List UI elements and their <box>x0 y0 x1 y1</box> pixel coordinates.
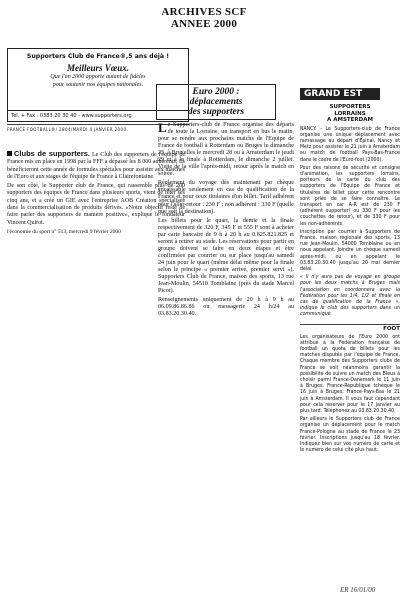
middle-p3: Les billets pour le quart, la demie et la finale respectivement de 320 F, 345 F et 555 F sont à acheter par carte bancaire de 9 h à 20 h au 0.825.821.825 et seront à retirer au stade. Les réservations pour partir en groupe doivent se faire en deux étapes et être confirmées par courrier ou sur place jusqu'au samedi 24 juin pour le quart (même délai même pour la finale selon le principe « premier arrivé, premier servi »). Supporters Club de France, maison des sports, 13 rue Jean-Moulin, 54510 Tomblaine (près du stade Marcel Picot). <box>158 217 294 295</box>
right-subtitle-1: SUPPORTERS <box>329 104 371 110</box>
right-p1: NANCY. - Le Supporters-club de France organise une unique déplacement avec ramassage au départ d'Epinal, Nancy et Metz pour assister le 21 juin à Amsterdam au match de football Pays-Bas-France dans le cadre de l'Euro-foot (2000). <box>300 125 400 163</box>
right-p4: Les organisateurs de l'Euro 2000 ont attribué à la Fédération française de football un quota de billets pour les matches disputés par l'équipe de France. Chaque membre des Supporters clubs de France se voit néanmoins garantir la possibilité de suivre un match des Bleus à choisir parmi France-Danemark le 11 juin à Bruges, France-République tchèque le 16 juin à Bruges, France-Pays-Bas le 21 juin à Amsterdam. Il vous faut cependant pour cela réserver pour le 17 janvier au plus tard. Téléphonez au 03.83.20.30.40. <box>300 333 400 415</box>
euro-title-2: déplacements <box>189 97 243 107</box>
left-article-p1: Le Club des supporters de l'équipe de France mis en place en 1998 par la FFF a dépassé les 8 000 adhérents. Ils bénéficieront cette année de formules spéciales pour assister aux matches de l'Euro et aux stages de l'équipe de France à Clairefontaine. <box>7 152 186 180</box>
right-p2: Pour des raisons de sécurité et consigne d'animation, les supporters lorrains, porteurs de la carte du club des supporters de l'Equipe de France et titulaires de billet pour cette rencontre sont priés de se faire connaître. Le transport en car A-R est de 230 F (adhérent supporter) ou 330 F pour les couchettes de retour), et de 330 F pour les non-adhérents. <box>300 164 400 227</box>
right-subtitle-3: A AMSTERDAM <box>327 117 373 123</box>
left-article-source: l'économie du sport n° 513, mercredi 9 février 2000 <box>7 228 121 235</box>
ad-title: Supporters Club de France®,5 ans déjà ! <box>26 53 170 60</box>
right-subtitle-2: LORRAINS <box>334 110 366 117</box>
left-article-title: Clubs de supporters. <box>14 149 90 158</box>
euro-title-1: Euro 2000 : <box>192 87 240 97</box>
middle-body <box>134 122 294 318</box>
middle-p4: Renseignements uniquement de 20 h à 9 h au 06.09.86.86.86 ou messagerie 24 h/24 au 03.83.20.30.40. <box>158 297 294 318</box>
middle-article <box>134 84 294 320</box>
middle-p2: Règlement du voyage dès maintenant par chèque encaissable seulement en cas de qualification de la France et pour ceux titulaires d'un billet. Tarif adhérent pour l'aller-retour : 230 F ; non adhérent : 330 F (quelle que soit la destination). <box>158 180 294 215</box>
right-quote: « Il n'y aura pas de voyage en groupe pour les deux matchs à Bruges mais l'association en coordonnera avec la Fédération pour les 1/4, 1/2 et finale en cas de qualification de la France », indique le club des supporters dans un communiqué. <box>300 274 400 318</box>
left-article-p2: De son côté, le Supporter club de France, qui rassemble plus de 200 supporters des équipes de France dans plusieurs sports, vient de fêter ses cinq ans, et a créé un GIE avec l'entreprise AOB Création spécialisée dans la commercialisation de produits dérivés. «Notre objectif reste de faire parler des supporters de manière positive», explique le fondateur Vincent Quirot. <box>7 183 185 226</box>
right-p5: Par ailleurs le Supporters club de France organise un déplacement pour le match France-Pologne au stade de France le 23 février. Inscriptions jusqu'au 18 février. Indiquez bien sur vos numéro de carte et le numéro de celui cité plus haut. <box>300 416 400 454</box>
archive-header <box>0 6 408 30</box>
handwritten-date: ER 16/01/00 <box>340 586 376 594</box>
divider <box>300 324 400 325</box>
right-column <box>300 88 400 455</box>
euro-title-box <box>156 84 276 120</box>
right-foot-body <box>300 334 400 454</box>
euro-title-3: des supporters <box>187 107 245 117</box>
grand-est-banner: GRAND EST <box>300 88 380 100</box>
ad-contact: Tél. + Fax : 0383 20 30 40 - www.supporters.org <box>8 110 188 119</box>
ad-wishes: Meilleurs Vœux. <box>66 63 129 73</box>
right-body <box>300 126 400 318</box>
archive-title: ARCHIVES SCF <box>161 6 247 18</box>
publication-ref: FRANCE FOOTBALL®/ 2804/MARDI 4 JANVIER 2000 <box>7 127 127 132</box>
right-p3: Inscription par courrier à Supporters de France, maison régionale des sports, 13 rue Jean-Moulin, 54000 Tomblaine ou en nous appelant. Joindre un chèque samedi après-midi, ou en appelant le 03.83.20.30.40 jusqu'au 20 mai dernier délai. <box>300 228 400 272</box>
bullet-icon <box>7 151 12 156</box>
archive-year: ANNEE 2000 <box>170 18 238 30</box>
ad-text-1: Que l'an 2000 apporte autant de fidèles <box>50 74 146 80</box>
ad-text-2: pour soutenir nos équipes nationales. <box>52 82 144 88</box>
middle-p1: Le Supporters-club de France organise des départs de toute la Lorraine, un transport en bus le matin, pour se rendre aux prochains matchs de l'Equipe de France de football à Rotterdam ou Bruges le dimanche 25, à Bruxelles le mercredi 28 ou à Amsterdam le jeudi 29 et à la finale à Rotterdam, le dimanche 2 juillet. Visite de la ville l'après-midi, retour après le match en soirée. <box>158 120 294 178</box>
foot-label: FOOT <box>383 325 400 332</box>
right-subtitle <box>300 104 400 124</box>
